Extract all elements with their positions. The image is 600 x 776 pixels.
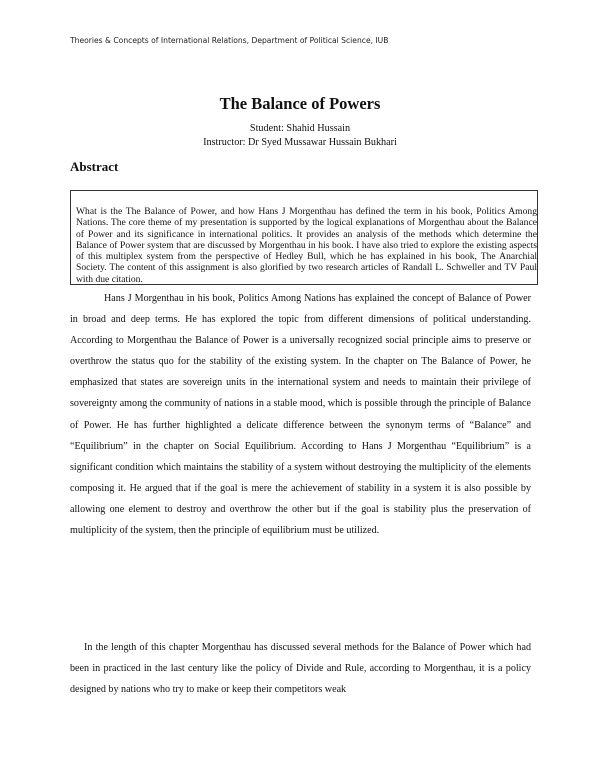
abstract-text: What is the The Balance of Power, and how Hans J Morgenthau has defined the term in his book, Politics Among Nations. The core theme of my presentation is supported by the logical explanations of Morgenthau about the Balance of Power and its significance in international politics. It provides an analysis of the methods which determine the Balance of Power system that are discussed by Morgenthau in his book. I have also tried to explore the existing aspects of this multiplex system from the perspective of Hedley Bull, which he has explained in his book, The Anarchial Society. The content of this assignment is also glorified by two research articles of Randall L. Schweller and TV Paul with due citation. bbox=[76, 206, 537, 285]
page-title: The Balance of Powers bbox=[219, 94, 381, 113]
abstract-box bbox=[70, 190, 538, 285]
abstract-heading: Abstract bbox=[70, 159, 119, 174]
author-line: Student: Shahid Hussain bbox=[249, 123, 351, 134]
body-paragraph: Hans J Morgenthau in his book, Politics Among Nations has explained the concept of Balance of Power in broad and deep terms. He has explored the topic from different dimensions of political understanding. According to Morgenthau the Balance of Power is a universally recognized social principle aims to preserve or overthrow the status quo for the stability of the existing system. In the chapter on The Balance of Power, he emphasized that states are sovereign units in the international system and needs to maintain their privilege of sovereignty among the community of nations in a stable mood, which is possible through the principle of Balance of Power. He has further highlighted a delicate difference between the synonym terms of “Balance” and “Equilibrium” in the chapter on Social Equilibrium. According to Hans J Morgenthau “Equilibrium” is a significant condition which maintains the stability of a system without destroying the multiplicity of the elements composing it. He argued that if the goal is mere the achievement of stability in a system it is also possible by allowing one element to destroy and overthrow the other but if the goal is stability plus the preservation of multiplicity of the system, then the principle of equilibrium must be utilized. bbox=[70, 293, 531, 537]
body-paragraph: In the length of this chapter Morgenthau has discussed several methods for the Balance of Power which had been in practiced in the last century like the policy of Divide and Rule, according to Morgenthau, it is a policy designed by nations who try to make or keep their competitors weak bbox=[70, 642, 531, 696]
running-header: Theories & Concepts of International Relations, Department of Political Science, IUB bbox=[70, 36, 389, 45]
instructor-line: Instructor: Dr Syed Mussawar Hussain Bukhari bbox=[203, 137, 397, 148]
